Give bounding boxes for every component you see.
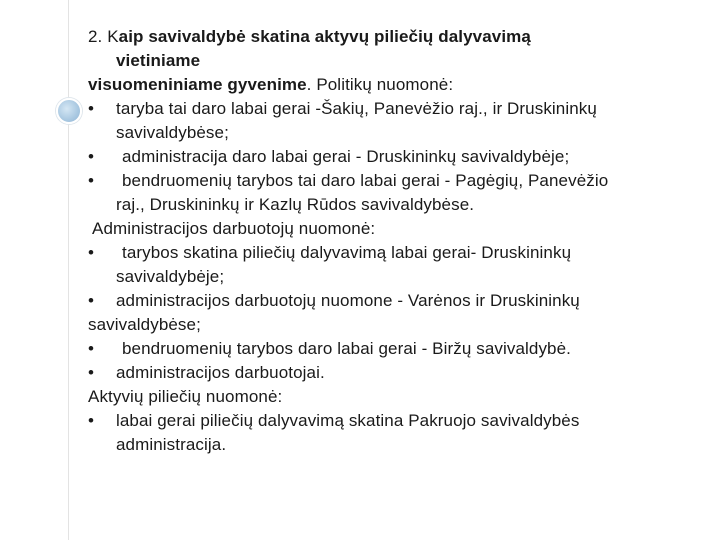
heading-after-bold: . Politikų nuomonė: xyxy=(306,75,454,94)
politicians-item-2 xyxy=(88,145,713,169)
staff-item-4 xyxy=(88,361,713,385)
citizens-item-1 xyxy=(88,409,713,433)
politicians-item-2-line1: administracija daro labai gerai - Druskininkų savivaldybėje; xyxy=(122,147,570,166)
staff-item-1-line1: tarybos skatina piliečių dalyvavimą labai gerai- Druskininkų xyxy=(122,243,572,262)
citizens-heading xyxy=(88,385,713,409)
bullet-icon: • xyxy=(88,147,95,166)
politicians-item-3-cont xyxy=(88,193,713,217)
staff-item-2-line2: savivaldybėse; xyxy=(88,315,201,334)
politicians-item-1-cont xyxy=(88,121,713,145)
bullet-icon: • xyxy=(88,171,95,190)
citizens-item-1-line1: labai gerai piliečių dalyvavimą skatina Pakruojo savivaldybės xyxy=(116,411,580,430)
heading-line-3 xyxy=(88,73,713,97)
heading-line-2 xyxy=(88,49,713,73)
bullet-icon: • xyxy=(88,411,95,430)
bullet-icon: • xyxy=(88,291,95,310)
staff-item-1-cont xyxy=(88,265,713,289)
heading-bold-part3: visuomeniniame gyvenime xyxy=(88,75,307,94)
staff-heading xyxy=(88,217,713,241)
bullet-icon: • xyxy=(88,243,95,262)
citizens-heading-text: Aktyvių piliečių nuomonė: xyxy=(88,387,283,406)
staff-item-1-line2: savivaldybėje; xyxy=(116,267,225,286)
staff-item-4-line1: administracijos darbuotojai. xyxy=(116,363,325,382)
bullet-icon: • xyxy=(88,363,95,382)
staff-item-3-line1: bendruomenių tarybos daro labai gerai - Biržų savivaldybė. xyxy=(122,339,571,358)
staff-item-2-cont xyxy=(88,313,713,337)
politicians-item-3 xyxy=(88,169,713,193)
slide-content xyxy=(88,25,713,457)
heading-bold-part2: vietiniame xyxy=(116,51,201,70)
heading-bold-part1: aip savivaldybė skatina aktyvų piliečių dalyvavimą xyxy=(118,27,531,46)
staff-item-3 xyxy=(88,337,713,361)
citizens-item-1-line2: administracija. xyxy=(116,435,227,454)
politicians-item-1-line2: savivaldybėse; xyxy=(116,123,229,142)
heading-line-1 xyxy=(88,25,713,49)
staff-item-2-line1: administracijos darbuotojų nuomone - Varėnos ir Druskininkų xyxy=(116,291,580,310)
decorative-circle-icon xyxy=(56,98,82,124)
citizens-item-1-cont xyxy=(88,433,713,457)
staff-heading-text: Administracijos darbuotojų nuomonė: xyxy=(92,219,376,238)
politicians-item-3-line2: raj., Druskininkų ir Kazlų Rūdos savivaldybėse. xyxy=(116,195,475,214)
staff-item-2 xyxy=(88,289,713,313)
bullet-icon: • xyxy=(88,339,95,358)
politicians-item-3-line1: bendruomenių tarybos tai daro labai gerai - Pagėgių, Panevėžio xyxy=(122,171,609,190)
heading-number: 2. K xyxy=(88,27,119,46)
staff-item-1 xyxy=(88,241,713,265)
politicians-item-1 xyxy=(88,97,713,121)
bullet-icon: • xyxy=(88,99,95,118)
politicians-item-1-line1: taryba tai daro labai gerai -Šakių, Panevėžio raj., ir Druskininkų xyxy=(116,99,597,118)
